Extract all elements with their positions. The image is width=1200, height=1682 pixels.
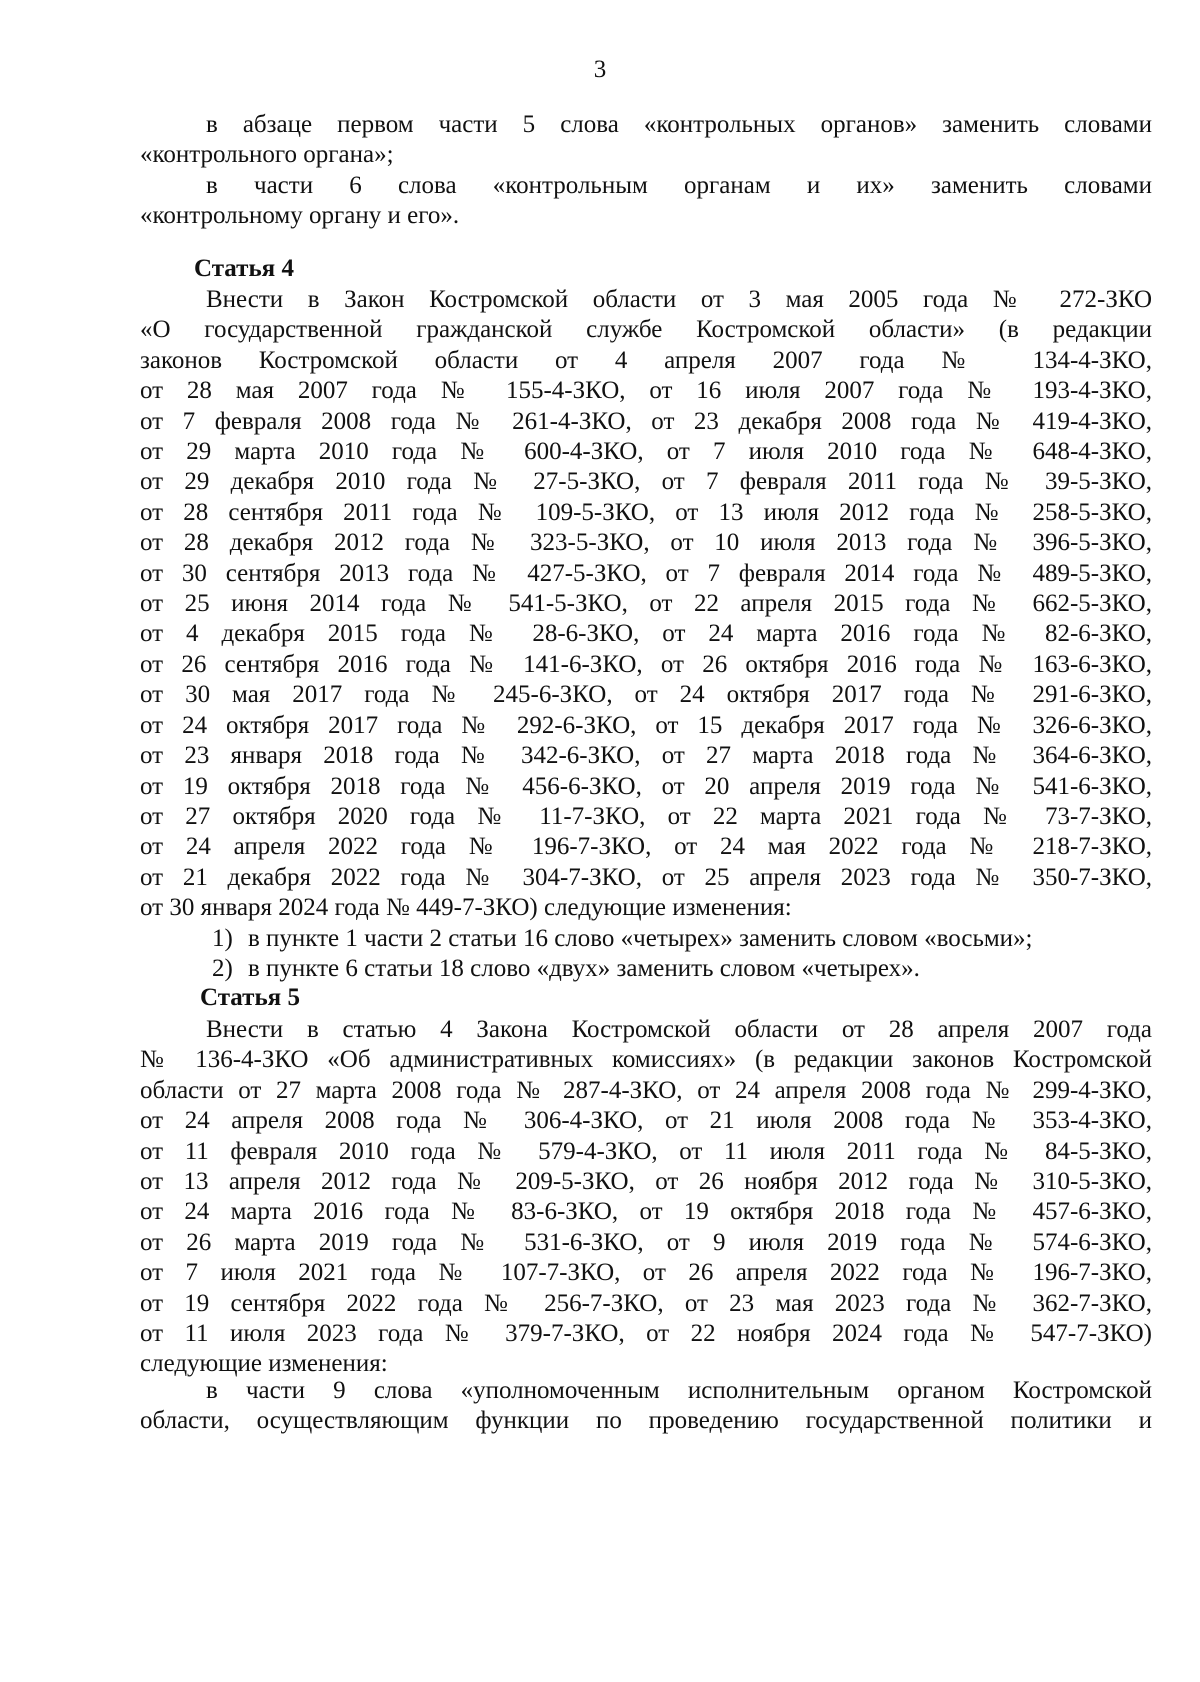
text-line: от 24 октября 2017 года № 292-6-ЗКО, от 15 декабря 2017 года № 326-6-ЗКО, bbox=[140, 711, 1152, 739]
text-line: от 29 декабря 2010 года № 27-5-ЗКО, от 7 февраля 2011 года № 39-5-ЗКО, bbox=[140, 468, 1152, 496]
text-line: от 13 апреля 2012 года № 209-5-ЗКО, от 26 ноября 2012 года № 310-5-ЗКО, bbox=[140, 1168, 1152, 1196]
text-line: от 24 марта 2016 года № 83-6-ЗКО, от 19 октября 2018 года № 457-6-ЗКО, bbox=[140, 1198, 1152, 1226]
text-line: «контрольному органу и его». bbox=[140, 202, 460, 230]
text-line: от 24 апреля 2022 года № 196-7-ЗКО, от 24 мая 2022 года № 218-7-ЗКО, bbox=[140, 833, 1152, 861]
intro-paragraphs bbox=[140, 110, 1152, 232]
text-line: от 11 февраля 2010 года № 579-4-ЗКО, от 11 июля 2011 года № 84-5-ЗКО, bbox=[140, 1137, 1152, 1165]
text-line: следующие изменения: bbox=[140, 1350, 388, 1378]
article-5-tail bbox=[140, 1376, 1152, 1437]
text-line: области, осуществляющим функции по проведению государственной политики и bbox=[140, 1407, 1152, 1435]
text-line: «О государственной гражданской службе Костромской области» (в редакции bbox=[140, 316, 1152, 344]
text-line: от 27 октября 2020 года № 11-7-ЗКО, от 22 марта 2021 года № 73-7-ЗКО, bbox=[140, 802, 1152, 830]
text-line: от 4 декабря 2015 года № 28-6-ЗКО, от 24 марта 2016 года № 82-6-ЗКО, bbox=[140, 620, 1152, 648]
list-number: 2) bbox=[212, 954, 233, 982]
article-4-body bbox=[140, 285, 1152, 984]
text-line: от 29 марта 2010 года № 600-4-ЗКО, от 7 июля 2010 года № 648-4-ЗКО, bbox=[140, 438, 1152, 466]
article-5-heading: Статья 5 bbox=[200, 984, 300, 1011]
text-line: от 25 июня 2014 года № 541-5-ЗКО, от 22 апреля 2015 года № 662-5-ЗКО, bbox=[140, 590, 1152, 618]
text-line: от 28 сентября 2011 года № 109-5-ЗКО, от 13 июля 2012 года № 258-5-ЗКО, bbox=[140, 498, 1152, 526]
text-line: Внести в Закон Костромской области от 3 мая 2005 года № 272-ЗКО bbox=[206, 286, 1152, 313]
text-line: от 26 сентября 2016 года № 141-6-ЗКО, от 26 октября 2016 года № 163-6-ЗКО, bbox=[140, 650, 1152, 678]
text-line: от 11 июля 2023 года № 379-7-ЗКО, от 22 ноября 2024 года № 547-7-ЗКО) bbox=[140, 1320, 1152, 1348]
text-line: Внести в статью 4 Закона Костромской области от 28 апреля 2007 года bbox=[206, 1016, 1152, 1043]
text-line: в части 6 слова «контрольным органам и их» заменить словами bbox=[206, 171, 1152, 199]
text-line: от 26 марта 2019 года № 531-6-ЗКО, от 9 июля 2019 года № 574-6-ЗКО, bbox=[140, 1228, 1152, 1256]
text-line: «контрольного органа»; bbox=[140, 141, 394, 169]
text-line: от 30 сентября 2013 года № 427-5-ЗКО, от 7 февраля 2014 года № 489-5-ЗКО, bbox=[140, 559, 1152, 587]
list-item-text: в пункте 6 статьи 18 слово «двух» заменить словом «четырех». bbox=[248, 954, 920, 982]
text-line: от 24 апреля 2008 года № 306-4-ЗКО, от 21 июля 2008 года № 353-4-ЗКО, bbox=[140, 1107, 1152, 1135]
text-line: от 28 декабря 2012 года № 323-5-ЗКО, от 10 июля 2013 года № 396-5-ЗКО, bbox=[140, 529, 1152, 557]
page-number: 3 bbox=[593, 56, 607, 83]
list-item-text: в пункте 1 части 2 статьи 16 слово «четырех» заменить словом «восьми»; bbox=[248, 924, 1033, 952]
article-4-heading: Статья 4 bbox=[194, 255, 294, 282]
text-line: от 19 октября 2018 года № 456-6-ЗКО, от 20 апреля 2019 года № 541-6-ЗКО, bbox=[140, 772, 1152, 800]
text-line: от 7 февраля 2008 года № 261-4-ЗКО, от 23 декабря 2008 года № 419-4-ЗКО, bbox=[140, 407, 1152, 435]
list-item bbox=[140, 954, 1152, 984]
text-line: в абзаце первом части 5 слова «контрольных органов» заменить словами bbox=[206, 111, 1152, 138]
article-5-body bbox=[140, 1015, 1152, 1380]
list-number: 1) bbox=[212, 924, 233, 952]
text-line: от 30 января 2024 года № 449-7-ЗКО) следующие изменения: bbox=[140, 894, 792, 922]
text-line: законов Костромской области от 4 апреля 2007 года № 134-4-ЗКО, bbox=[140, 346, 1152, 374]
text-line: от 30 мая 2017 года № 245-6-ЗКО, от 24 октября 2017 года № 291-6-ЗКО, bbox=[140, 681, 1152, 709]
text-line: от 7 июля 2021 года № 107-7-ЗКО, от 26 апреля 2022 года № 196-7-ЗКО, bbox=[140, 1259, 1152, 1287]
text-line: в части 9 слова «уполномоченным исполнительным органом Костромской bbox=[206, 1377, 1152, 1404]
text-line: от 23 января 2018 года № 342-6-ЗКО, от 27 марта 2018 года № 364-6-ЗКО, bbox=[140, 742, 1152, 770]
text-line: от 21 декабря 2022 года № 304-7-ЗКО, от 25 апреля 2023 года № 350-7-ЗКО, bbox=[140, 863, 1152, 891]
text-line: от 28 мая 2007 года № 155-4-ЗКО, от 16 июля 2007 года № 193-4-ЗКО, bbox=[140, 377, 1152, 405]
text-line: области от 27 марта 2008 года № 287-4-ЗКО, от 24 апреля 2008 года № 299-4-ЗКО, bbox=[140, 1076, 1152, 1104]
text-line: от 19 сентября 2022 года № 256-7-ЗКО, от 23 мая 2023 года № 362-7-ЗКО, bbox=[140, 1289, 1152, 1317]
list-item bbox=[140, 924, 1152, 954]
text-line: № 136-4-ЗКО «Об административных комиссиях» (в редакции законов Костромской bbox=[140, 1046, 1152, 1074]
